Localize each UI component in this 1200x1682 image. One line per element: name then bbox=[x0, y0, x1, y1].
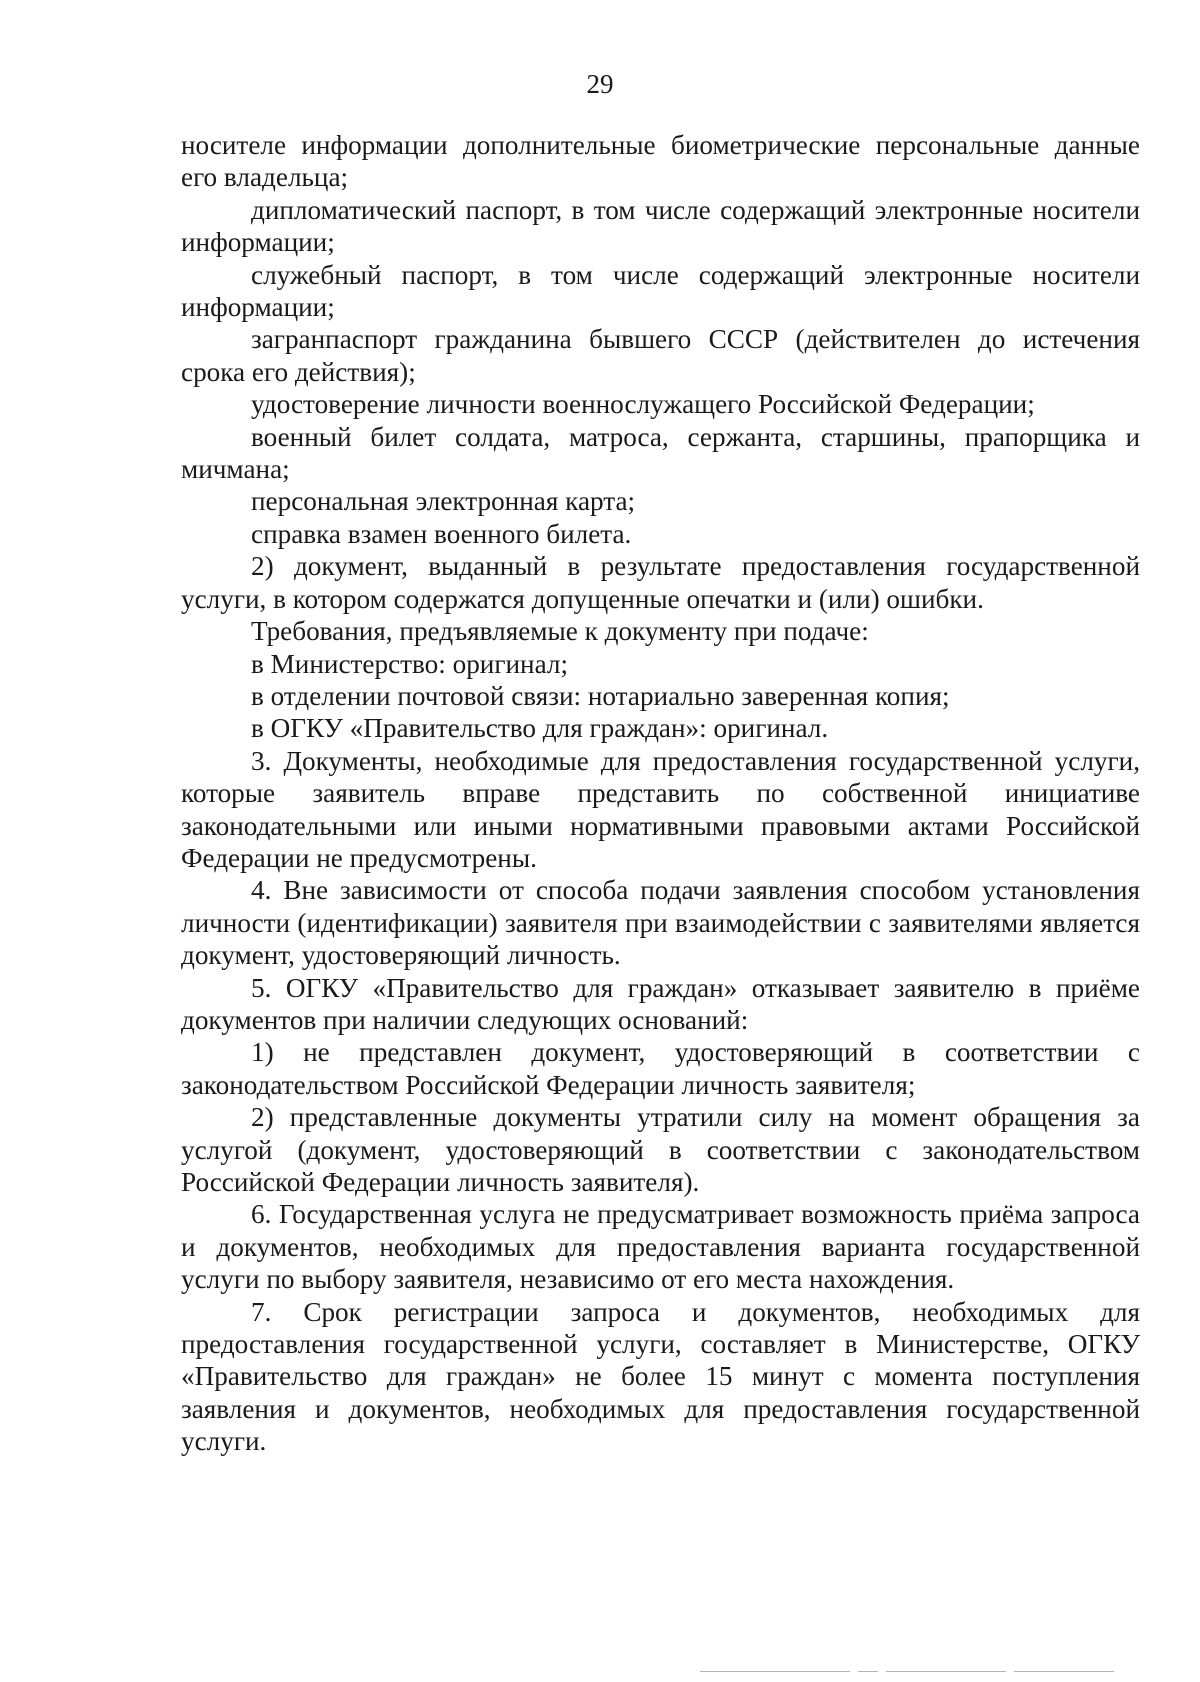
footer-scan-lines bbox=[700, 1671, 1120, 1673]
footer-line bbox=[886, 1671, 1006, 1672]
paragraph-item-2-document: 2) документ, выданный в результате предоставления государственной услуги, в котором содержатся допущенные опечатки и (или) ошибки. bbox=[181, 551, 1140, 614]
paragraph-section-3: 3. Документы, необходимые для предоставления государственной услуги, которые заявитель вправе представить по собственной инициативе законодательными или иными нормативными правовыми актами Российской Федерации не предусмотрены. bbox=[181, 745, 1140, 873]
paragraph-post-office-copy: в отделении почтовой связи: нотариально заверенная копия; bbox=[251, 680, 950, 711]
page-number: 29 bbox=[586, 69, 614, 99]
paragraph-section-5: 5. ОГКУ «Правительство для граждан» отказывает заявителю в приёме документов при наличии следующих оснований: bbox=[181, 972, 1140, 1035]
paragraph-section-6: 6. Государственная услуга не предусматривает возможность приёма запроса и документов, необходимых для предоставления варианта государственной услуги по выбору заявителя, независимо от его места нахождения. bbox=[181, 1199, 1140, 1295]
paragraph-biometric-carrier-continued: носителе информации дополнительные биометрические персональные данные его владельца; bbox=[181, 130, 1140, 193]
footer-line bbox=[858, 1671, 878, 1672]
paragraph-service-passport: служебный паспорт, в том числе содержащий электронные носители информации; bbox=[181, 259, 1140, 323]
paragraph-section-5-item-2: 2) представленные документы утратили силу на момент обращения за услугой (документ, удостоверяющий в соответствии с законодательством Российской Федерации личность заявителя). bbox=[181, 1102, 1140, 1197]
paragraph-ministry-original: в Министерство: оригинал; bbox=[251, 648, 569, 679]
paragraph-section-7: 7. Срок регистрации запроса и документов, необходимых для предоставления государственной услуги, составляет в Министерстве, ОГКУ «Правительство для граждан» не более 15 минут с момента поступления заявления и документов, необходимых для предоставления государственной услуги. bbox=[181, 1296, 1140, 1457]
paragraph-diplomatic-passport: дипломатический паспорт, в том числе содержащий электронные носители информации; bbox=[181, 194, 1140, 258]
footer-line bbox=[700, 1671, 850, 1672]
paragraph-section-4: 4. Вне зависимости от способа подачи заявления способом установления личности (идентификации) заявителя при взаимодействии с заявителями является документ, удостоверяющий личность. bbox=[181, 875, 1140, 971]
paragraph-ogku-original: в ОГКУ «Правительство для граждан»: оригинал. bbox=[251, 713, 829, 744]
paragraph-military-id: удостоверение личности военнослужащего Российской Федерации; bbox=[251, 389, 1035, 420]
paragraph-personal-card: персональная электронная карта; bbox=[251, 486, 636, 517]
paragraph-certificate: справка взамен военного билета. bbox=[251, 518, 632, 549]
paragraph-ussr-passport: загранпаспорт гражданина бывшего СССР (действителен до истечения срока его действия); bbox=[181, 324, 1140, 387]
paragraph-requirements: Требования, предъявляемые к документу при подаче: bbox=[251, 616, 869, 647]
page-body bbox=[181, 129, 1140, 1458]
footer-line bbox=[1014, 1671, 1114, 1672]
paragraph-military-ticket: военный билет солдата, матроса, сержанта, старшины, прапорщика и мичмана; bbox=[181, 421, 1140, 485]
paragraph-section-5-item-1: 1) не представлен документ, удостоверяющий в соответствии с законодательством Российской Федерации личность заявителя; bbox=[181, 1037, 1140, 1100]
